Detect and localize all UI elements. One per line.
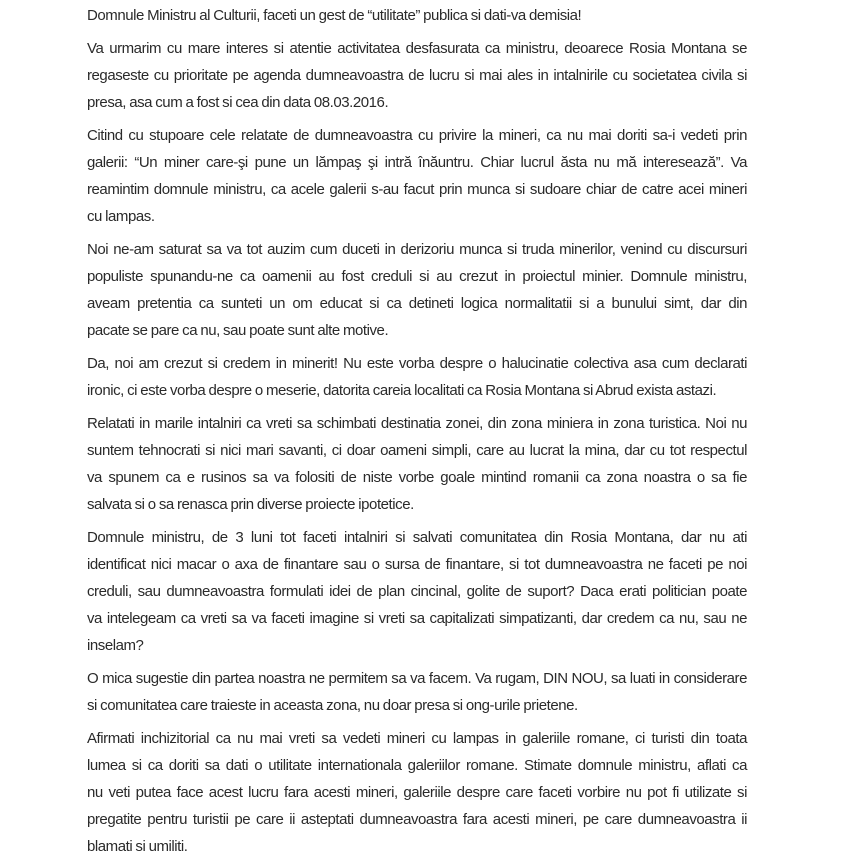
text-line: presa, asa cum a fost si cea din data 08.03.2016.: [87, 94, 389, 111]
text-line: Domnule ministru, de 3 luni tot faceti intalniri si salvati comunitatea din Rosia Montana, dar nu ati: [87, 529, 747, 546]
text-line: lumea si ca doriti sa dati o utilitate internationala galeriilor romane. Stimate domnule ministru, aflati ca: [87, 757, 747, 774]
text-line: regaseste cu prioritate pe agenda dumneavoastra de lucru si mai ales in intalnirile cu societatea civila si: [87, 67, 747, 84]
text-line: Noi ne-am saturat sa va tot auzim cum duceti in derizoriu munca si truda minerilor, venind cu discursuri: [87, 241, 747, 258]
text-line: populiste spunandu-ne ca oamenii au fost creduli si au crezut in proiectul minier. Domnule ministru,: [87, 268, 747, 285]
text-line: Citind cu stupoare cele relatate de dumneavoastra cu privire la mineri, ca nu mai doriti sa-i vedeti prin: [87, 127, 747, 144]
text-line: salvata si o sa renasca prin diverse proiecte ipotetice.: [87, 496, 414, 513]
paragraph: [87, 35, 747, 116]
text-line: pregatite pentru turistii pe care ii asteptati dumneavoastra fara acesti mineri, pe care dumneavoastra ii: [87, 811, 747, 828]
paragraph: [87, 410, 747, 518]
paragraph: [87, 725, 747, 860]
letter-document: [87, 2, 747, 866]
text-line: cu lampas.: [87, 208, 155, 225]
paragraph: [87, 665, 747, 719]
text-line: O mica sugestie din partea noastra ne permitem sa va facem. Va rugam, DIN NOU, sa luati in considerare: [87, 670, 747, 687]
text-line: Afirmati inchizitorial ca nu mai vreti sa vedeti mineri cu lampas in galeriile romane, ci turisti din toata: [87, 730, 747, 747]
letter-title: [87, 2, 747, 29]
text-line: Relatati in marile intalniri ca vreti sa schimbati destinatia zonei, din zona miniera in zona turistica. Noi nu: [87, 415, 747, 432]
paragraph: [87, 236, 747, 344]
text-line: blamati si umiliti.: [87, 838, 188, 855]
text-line: reamintim domnule ministru, ca acele galerii s-au facut prin munca si sudoare chiar de catre acei mineri: [87, 181, 747, 198]
text-line: inselam?: [87, 637, 144, 654]
paragraph: [87, 122, 747, 230]
text-line: nu veti putea face acest lucru fara acesti mineri, galeriile despre care faceti vorbire nu pot fi utilizate si: [87, 784, 747, 801]
text-line: Domnule Ministru al Culturii, faceti un gest de “utilitate” publica si dati-va demisia!: [87, 7, 582, 24]
text-line: pacate se pare ca nu, sau poate sunt alte motive.: [87, 322, 389, 339]
paragraph: [87, 524, 747, 659]
text-line: va intelegeam ca vreti sa va faceti imagine si vreti sa capitalizati simpatizanti, dar credem ca nu, sau ne: [87, 610, 747, 627]
text-line: Da, noi am crezut si credem in minerit! Nu este vorba despre o halucinatie colectiva asa cum declarati: [87, 355, 747, 372]
text-line: Va urmarim cu mare interes si atentie activitatea desfasurata ca ministru, deoarece Rosia Montana se: [87, 40, 747, 57]
text-line: va spunem ca e rusinos sa va folositi de niste vorbe goale mintind romanii ca zona noastra o sa fie: [87, 469, 747, 486]
text-line: creduli, sau dumneavoastra formulati idei de plan cincinal, golite de suport? Daca erati politician poate: [87, 583, 747, 600]
text-line: suntem tehnocrati si nici mari savanti, ci doar oameni simpli, care au lucrat la mina, dar cu tot respectul: [87, 442, 747, 459]
text-line: identificat nici macar o axa de finantare sau o sursa de finantare, si tot dumneavoastra ne faceti pe noi: [87, 556, 747, 573]
paragraph: [87, 350, 747, 404]
text-line: aveam pretentia ca sunteti un om educat si ca detineti logica normalitatii si a bunului simt, dar din: [87, 295, 747, 312]
text-line: si comunitatea care traieste in aceasta zona, nu doar presa si ong-urile prietene.: [87, 697, 578, 714]
text-line: galerii: “Un miner care-şi pune un lămpaş şi intră înăuntru. Chiar lucrul ăsta nu mă interesează”. Va: [87, 154, 747, 171]
text-line: ironic, ci este vorba despre o meserie, datorita careia localitati ca Rosia Montana si Abrud exista astazi.: [87, 382, 717, 399]
